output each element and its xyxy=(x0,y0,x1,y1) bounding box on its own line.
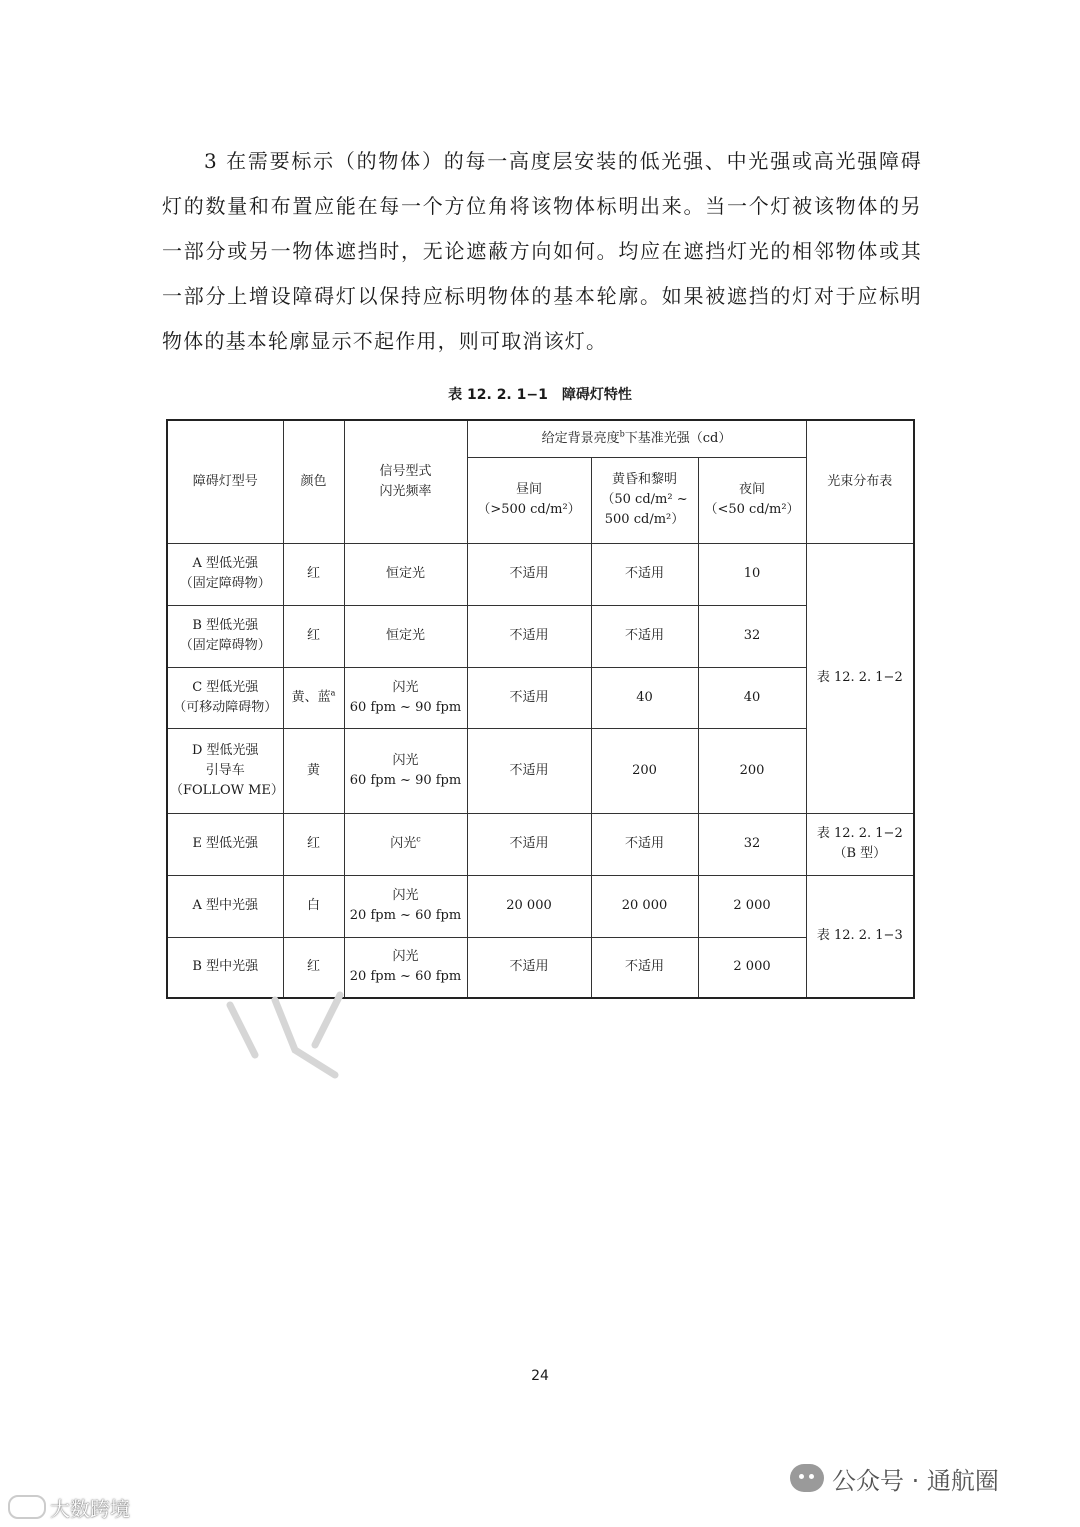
cell-day: 不适用 xyxy=(467,605,591,667)
cell-night: 200 xyxy=(698,728,806,813)
cell-color: 红 xyxy=(283,605,344,667)
table-row xyxy=(167,937,914,998)
cell-twilight: 不适用 xyxy=(591,605,698,667)
source-watermark xyxy=(8,1493,130,1521)
header-intensity: 给定背景亮度$^b$下基准光强（cd） xyxy=(467,420,806,457)
body-paragraph xyxy=(162,139,922,364)
cell-day: 20 000 xyxy=(467,875,591,937)
header-type: 障碍灯型号 xyxy=(167,420,283,543)
wechat-icon xyxy=(790,1464,824,1492)
cell-color: 红 xyxy=(283,543,344,605)
header-color: 颜色 xyxy=(283,420,344,543)
header-signal: 信号型式 闪光频率 xyxy=(344,420,467,543)
header-row-1 xyxy=(167,420,914,457)
paragraph-line-5: 物体的基本轮廓显示不起作用，则可取消该灯。 xyxy=(162,329,608,353)
cell-night: 2 000 xyxy=(698,937,806,998)
cell-type: C 型低光强 （可移动障碍物） xyxy=(167,667,283,728)
paragraph-line-1: 在需要标示（的物体）的每一高度层安装的低光强、中光强或高光强障碍 xyxy=(226,149,922,173)
cell-color: 黄、蓝$^a$ xyxy=(283,667,344,728)
cell-color: 红 xyxy=(283,937,344,998)
table-row xyxy=(167,875,914,937)
watermark-strokes xyxy=(200,990,400,1090)
cell-signal: 闪光 20 fpm ~ 60 fpm xyxy=(344,875,467,937)
cell-beam-ref: 表 12. 2. 1−3 xyxy=(806,875,914,998)
cell-twilight: 不适用 xyxy=(591,813,698,875)
cell-twilight: 200 xyxy=(591,728,698,813)
cell-signal: 闪光$^c$ xyxy=(344,813,467,875)
account-credit xyxy=(790,1458,999,1498)
source-text: 大数跨境 xyxy=(50,1496,130,1521)
cell-color: 红 xyxy=(283,813,344,875)
paragraph-number: 3 xyxy=(204,149,218,173)
cell-beam-ref: 表 12. 2. 1−2 （B 型） xyxy=(806,813,914,875)
paragraph-line-2: 灯的数量和布置应能在每一个方位角将该物体标明出来。当一个灯被该物体的另 xyxy=(162,194,922,218)
header-day: 昼间 （>500 cd/m²） xyxy=(467,457,591,543)
cell-night: 10 xyxy=(698,543,806,605)
cell-color: 白 xyxy=(283,875,344,937)
cell-night: 32 xyxy=(698,813,806,875)
credit-text: 公众号 · 通航圈 xyxy=(832,1466,999,1495)
table-row xyxy=(167,728,914,813)
cell-signal: 闪光 20 fpm ~ 60 fpm xyxy=(344,937,467,998)
paragraph-line-3: 一部分或另一物体遮挡时，无论遮蔽方向如何。均应在遮挡灯光的相邻物体或其 xyxy=(162,239,922,263)
cell-twilight: 不适用 xyxy=(591,937,698,998)
cell-day: 不适用 xyxy=(467,543,591,605)
cell-signal: 闪光 60 fpm ~ 90 fpm xyxy=(344,667,467,728)
table-row xyxy=(167,543,914,605)
cell-type: B 型中光强 xyxy=(167,937,283,998)
header-twilight: 黄昏和黎明 （50 cd/m² ~ 500 cd/m²） xyxy=(591,457,698,543)
cell-night: 40 xyxy=(698,667,806,728)
cell-night: 2 000 xyxy=(698,875,806,937)
table-row xyxy=(167,813,914,875)
cell-twilight: 40 xyxy=(591,667,698,728)
cell-type: E 型低光强 xyxy=(167,813,283,875)
cell-twilight: 20 000 xyxy=(591,875,698,937)
cell-twilight: 不适用 xyxy=(591,543,698,605)
cell-type: A 型中光强 xyxy=(167,875,283,937)
cell-color: 黄 xyxy=(283,728,344,813)
paragraph-line-4: 一部分上增设障碍灯以保持应标明物体的基本轮廓。如果被遮挡的灯对于应标明 xyxy=(162,284,922,308)
page-number: 24 xyxy=(531,1368,549,1384)
header-beam: 光束分布表 xyxy=(806,420,914,543)
cell-beam-ref: 表 12. 2. 1−2 xyxy=(806,543,914,813)
cell-type: B 型低光强 （固定障碍物） xyxy=(167,605,283,667)
watermark-glyph xyxy=(230,995,340,1075)
table-caption: 表 12. 2. 1−1 障碍灯特性 xyxy=(448,387,632,403)
cell-night: 32 xyxy=(698,605,806,667)
cell-signal: 恒定光 xyxy=(344,605,467,667)
header-night: 夜间 （<50 cd/m²） xyxy=(698,457,806,543)
cell-day: 不适用 xyxy=(467,728,591,813)
cell-day: 不适用 xyxy=(467,813,591,875)
cell-type: D 型低光强 引导车 （FOLLOW ME） xyxy=(167,728,283,813)
table-row xyxy=(167,605,914,667)
obstacle-light-table xyxy=(166,419,915,999)
cell-type: A 型低光强 （固定障碍物） xyxy=(167,543,283,605)
cell-day: 不适用 xyxy=(467,667,591,728)
table-row xyxy=(167,667,914,728)
cell-signal: 恒定光 xyxy=(344,543,467,605)
cell-signal: 闪光 60 fpm ~ 90 fpm xyxy=(344,728,467,813)
cell-day: 不适用 xyxy=(467,937,591,998)
source-logo-icon xyxy=(8,1495,46,1519)
